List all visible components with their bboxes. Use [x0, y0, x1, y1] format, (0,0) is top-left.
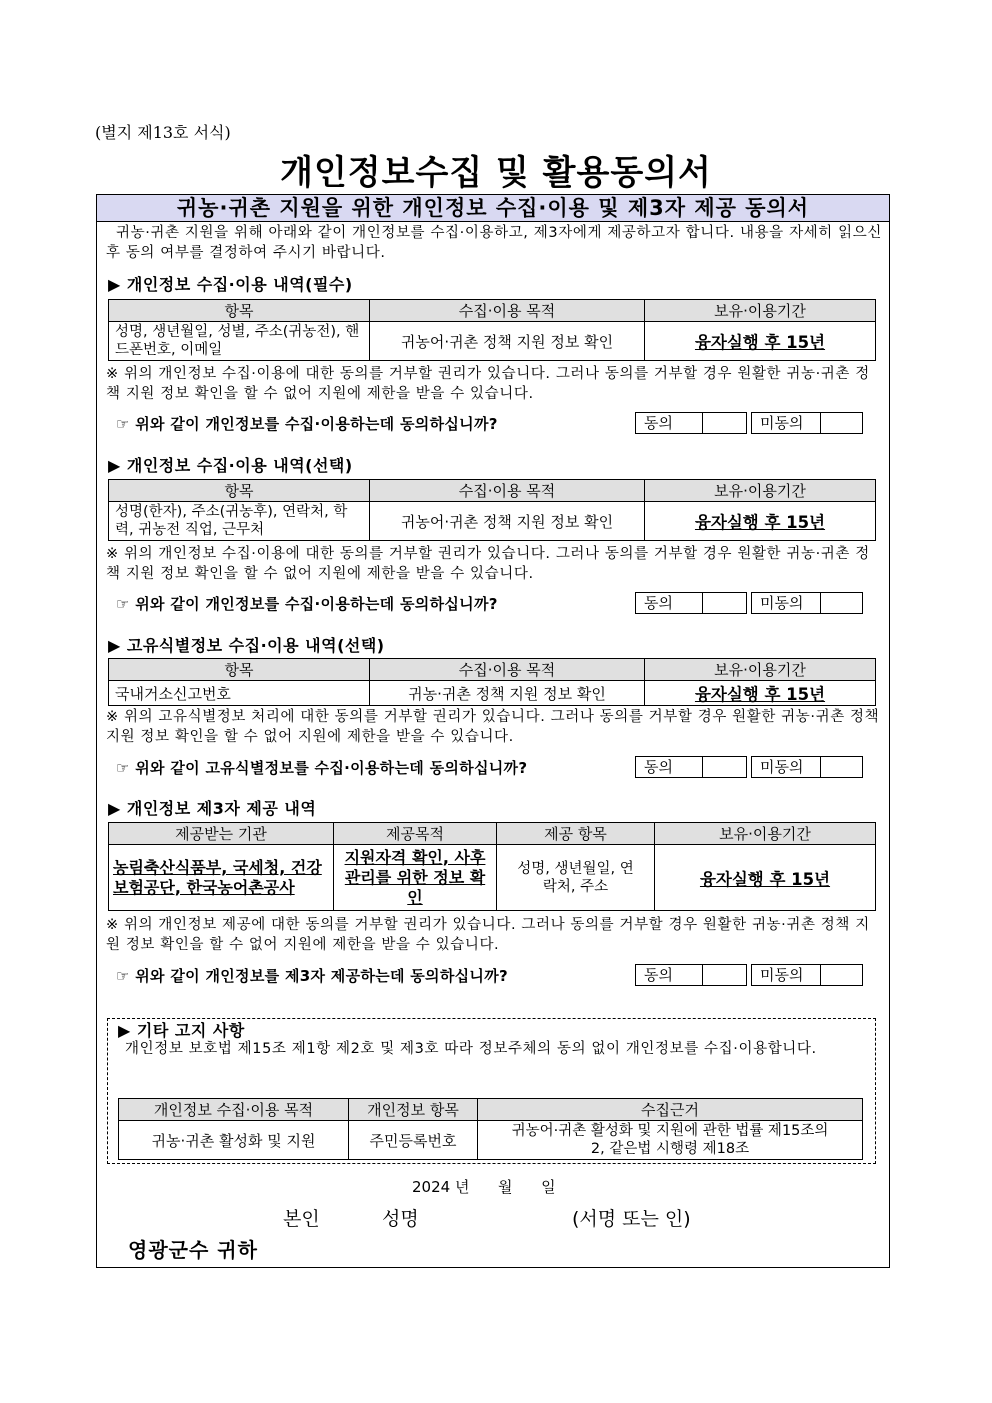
- other-notice-table: [118, 1098, 863, 1160]
- table-cell-period: 융자실행 후 15년: [655, 845, 876, 911]
- table-cell-period: 융자실행 후 15년: [645, 322, 876, 361]
- date-line: 2024 년 월 일: [412, 1178, 556, 1196]
- disagree-label: 미동의: [752, 413, 821, 433]
- table-header: 보유·이용기간: [655, 823, 876, 845]
- section-heading-unique-id: ▶ 고유식별정보 수집·이용 내역(선택): [108, 636, 385, 655]
- table-cell-purpose: 귀농어·귀촌 정책 지원 정보 확인: [370, 502, 645, 541]
- required-info-table: [108, 299, 876, 361]
- consent-question: ☞ 위와 같이 고유식별정보를 수집·이용하는데 동의하십니까?: [116, 759, 528, 777]
- refusal-note: ※ 위의 개인정보 제공에 대한 동의를 거부할 권리가 있습니다. 그러나 동의를 거부할 경우 원활한 귀농·귀촌 정책 지원 정보 확인을 할 수 없어 지원에 제한을 받을 수 있습니다.: [106, 917, 870, 953]
- third-party-table: [108, 822, 876, 911]
- table-cell-purpose: 지원자격 확인, 사후관리를 위한 정보 확인: [334, 845, 497, 911]
- disagree-label: 미동의: [752, 757, 821, 777]
- table-header: 제공받는 기관: [109, 823, 334, 845]
- name-label[interactable]: 성명: [382, 1208, 419, 1230]
- disagree-checkbox[interactable]: [751, 592, 863, 614]
- table-cell-items: 주민등록번호: [349, 1121, 478, 1160]
- consent-question: ☞ 위와 같이 개인정보를 수집·이용하는데 동의하십니까?: [116, 415, 498, 433]
- table-header: 보유·이용기간: [645, 659, 876, 681]
- form-banner: 귀농·귀촌 지원을 위한 개인정보 수집·이용 및 제3자 제공 동의서: [97, 195, 889, 222]
- table-header: 항목: [109, 659, 370, 681]
- disagree-checkbox[interactable]: [751, 964, 863, 986]
- refusal-note: ※ 위의 개인정보 수집·이용에 대한 동의를 거부할 권리가 있습니다. 그러나 동의를 거부할 경우 원활한 귀농·귀촌 정책 지원 정보 확인을 할 수 없어 지원에 제한을 받을 수 있습니다.: [106, 546, 870, 582]
- agree-label: 동의: [636, 757, 703, 777]
- disagree-label: 미동의: [752, 593, 821, 613]
- table-cell-basis: 귀농어·귀촌 활성화 및 지원에 관한 법률 제15조의2, 같은법 시행령 제18조: [478, 1121, 863, 1160]
- recipient: 영광군수 귀하: [128, 1238, 258, 1262]
- disagree-checkbox[interactable]: [751, 756, 863, 778]
- table-header: 수집·이용 목적: [370, 300, 645, 322]
- agree-checkbox[interactable]: [635, 964, 747, 986]
- table-header: 항목: [109, 480, 370, 502]
- table-header: 항목: [109, 300, 370, 322]
- intro-text: 귀농·귀촌 지원을 위해 아래와 같이 개인정보를 수집·이용하고, 제3자에게 제공하고자 합니다. 내용을 자세히 읽으신 후 동의 여부를 결정하여 주시기 바랍니다.: [106, 225, 882, 261]
- table-header: 보유·이용기간: [645, 480, 876, 502]
- table-cell-recipients: 농림축산식품부, 국세청, 건강보험공단, 한국농어촌공사: [109, 845, 334, 911]
- table-cell-period: 융자실행 후 15년: [645, 681, 876, 706]
- table-header: 제공목적: [334, 823, 497, 845]
- table-cell-purpose: 귀농·귀촌 활성화 및 지원: [119, 1121, 349, 1160]
- page-title: 개인정보수집 및 활용동의서: [280, 153, 712, 193]
- refusal-note: ※ 위의 고유식별정보 처리에 대한 동의를 거부할 권리가 있습니다. 그러나 동의를 거부할 경우 원활한 귀농·귀촌 정책 지원 정보 확인을 할 수 없어 지원에 제한을 받을 수 있습니다.: [106, 709, 880, 745]
- table-cell-items: 성명(한자), 주소(귀농후), 연락처, 학력, 귀농전 직업, 근무처: [109, 502, 370, 541]
- agree-label: 동의: [636, 965, 703, 985]
- table-header: 보유·이용기간: [645, 300, 876, 322]
- optional-info-table: [108, 479, 876, 541]
- section-heading-optional: ▶ 개인정보 수집·이용 내역(선택): [108, 456, 353, 475]
- table-header: 개인정보 항목: [349, 1099, 478, 1121]
- table-cell-period: 융자실행 후 15년: [645, 502, 876, 541]
- disagree-checkbox[interactable]: [751, 412, 863, 434]
- agree-checkbox[interactable]: [635, 592, 747, 614]
- table-header: 제공 항목: [497, 823, 655, 845]
- agree-label: 동의: [636, 593, 703, 613]
- other-notice-heading: ▶ 기타 고지 사항: [118, 1021, 245, 1040]
- agree-checkbox[interactable]: [635, 412, 747, 434]
- table-cell-purpose: 귀농어·귀촌 정책 지원 정보 확인: [370, 322, 645, 361]
- consent-question: ☞ 위와 같이 개인정보를 제3자 제공하는데 동의하십니까?: [116, 967, 509, 985]
- section-heading-third-party: ▶ 개인정보 제3자 제공 내역: [108, 799, 317, 818]
- other-notice-text: 개인정보 보호법 제15조 제1항 제2호 및 제3호 따라 정보주체의 동의 없이 개인정보를 수집·이용합니다.: [125, 1041, 817, 1057]
- table-header: 수집·이용 목적: [370, 659, 645, 681]
- table-header: 개인정보 수집·이용 목적: [119, 1099, 349, 1121]
- table-cell-purpose: 귀농·귀촌 정책 지원 정보 확인: [370, 681, 645, 706]
- unique-id-table: [108, 658, 876, 706]
- self-label: 본인: [283, 1208, 320, 1230]
- disagree-label: 미동의: [752, 965, 821, 985]
- table-cell-items: 성명, 생년월일, 성별, 주소(귀농전), 핸드폰번호, 이메일: [109, 322, 370, 361]
- table-cell-items: 성명, 생년월일, 연락처, 주소: [497, 845, 655, 911]
- form-number-label: (별지 제13호 서식): [95, 123, 231, 142]
- agree-label: 동의: [636, 413, 703, 433]
- section-heading-required: ▶ 개인정보 수집·이용 내역(필수): [108, 275, 353, 294]
- signature-label[interactable]: (서명 또는 인): [572, 1208, 691, 1230]
- consent-question: ☞ 위와 같이 개인정보를 수집·이용하는데 동의하십니까?: [116, 595, 498, 613]
- agree-checkbox[interactable]: [635, 756, 747, 778]
- refusal-note: ※ 위의 개인정보 수집·이용에 대한 동의를 거부할 권리가 있습니다. 그러나 동의를 거부할 경우 원활한 귀농·귀촌 정책 지원 정보 확인을 할 수 없어 지원에 제한을 받을 수 있습니다.: [106, 366, 870, 402]
- table-cell-items: 국내거소신고번호: [109, 681, 370, 706]
- table-header: 수집근거: [478, 1099, 863, 1121]
- table-header: 수집·이용 목적: [370, 480, 645, 502]
